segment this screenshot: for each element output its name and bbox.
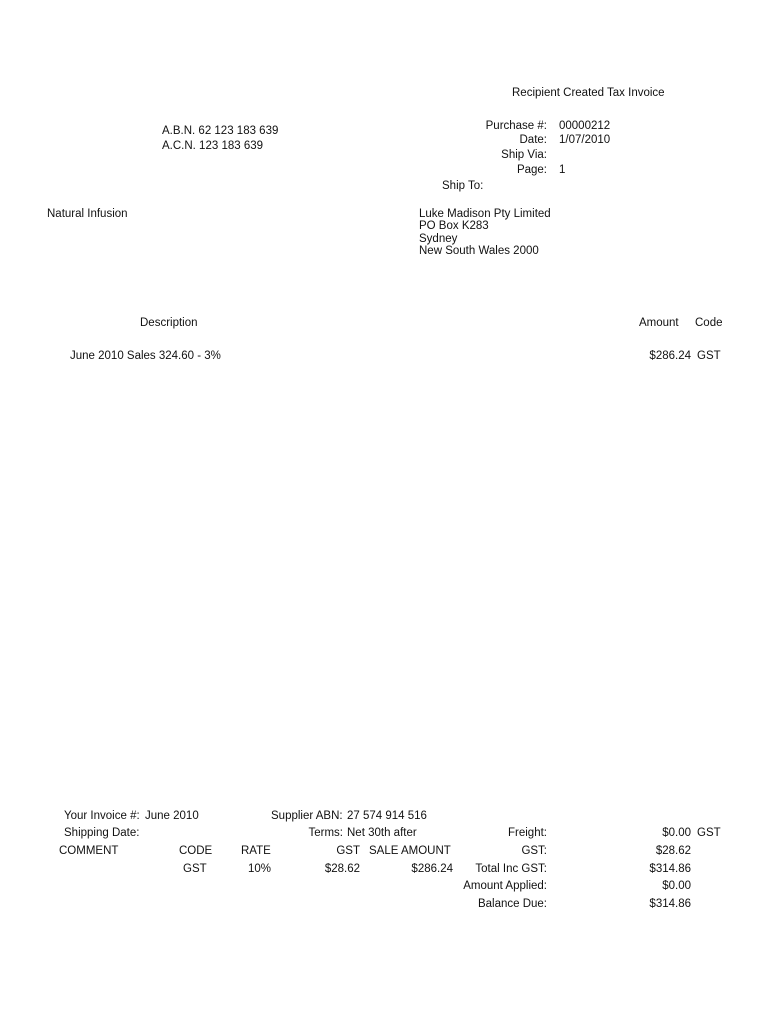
tax-code-value: GST [183, 863, 207, 875]
sale-amount-header: SALE AMOUNT [369, 845, 451, 857]
row-amount: $286.24 [649, 350, 691, 362]
gst-total-value: $28.62 [655, 845, 691, 857]
terms-label: Terms: [308, 827, 343, 839]
balance-due-value: $314.86 [649, 898, 691, 910]
total-inc-gst-value: $314.86 [649, 863, 691, 875]
row-code: GST [697, 350, 721, 362]
page-value: 1 [559, 164, 566, 176]
abn-text: A.B.N. 62 123 183 639 [162, 125, 279, 137]
purchase-number-label: Purchase #: [485, 120, 547, 132]
terms-value: Net 30th after [347, 827, 417, 839]
tax-rate-value: 10% [248, 863, 272, 875]
supplier-abn-label: Supplier ABN: [271, 810, 343, 822]
acn-text: A.C.N. 123 183 639 [162, 140, 264, 152]
tax-rate-header: RATE [241, 845, 271, 857]
supplier-name: Natural Infusion [47, 208, 128, 220]
ship-to-line-3: Sydney [419, 233, 458, 245]
ship-to-line-1: Luke Madison Pty Limited [419, 208, 551, 220]
ship-to-label: Ship To: [442, 180, 484, 192]
description-header: Description [140, 317, 198, 329]
total-inc-gst-label: Total Inc GST: [475, 863, 547, 875]
code-header: Code [695, 317, 723, 329]
freight-label: Freight: [508, 827, 547, 839]
comment-header: COMMENT [59, 845, 119, 857]
freight-value: $0.00 [662, 827, 691, 839]
gst-total-label: GST: [521, 845, 547, 857]
row-description: June 2010 Sales 324.60 - 3% [70, 350, 221, 362]
date-label: Date: [519, 134, 547, 146]
your-invoice-value: June 2010 [145, 810, 199, 822]
amount-applied-label: Amount Applied: [463, 880, 547, 892]
tax-code-header: CODE [179, 845, 213, 857]
balance-due-label: Balance Due: [477, 898, 547, 910]
ship-via-label: Ship Via: [501, 149, 547, 161]
tax-gst-header: GST [336, 845, 360, 857]
purchase-number-value: 00000212 [559, 120, 611, 132]
date-value: 1/07/2010 [559, 134, 611, 146]
tax-gst-value: $28.62 [324, 863, 360, 875]
amount-applied-value: $0.00 [662, 880, 691, 892]
supplier-abn-value: 27 574 914 516 [347, 810, 427, 822]
ship-to-line-4: New South Wales 2000 [419, 245, 539, 257]
amount-header: Amount [639, 317, 679, 329]
document-title: Recipient Created Tax Invoice [512, 87, 665, 99]
ship-to-line-2: PO Box K283 [419, 220, 489, 232]
your-invoice-label: Your Invoice #: [64, 810, 140, 822]
sale-amount-value: $286.24 [411, 863, 453, 875]
page-label: Page: [516, 164, 547, 176]
shipping-date-label: Shipping Date: [64, 827, 140, 839]
freight-code: GST [697, 827, 721, 839]
